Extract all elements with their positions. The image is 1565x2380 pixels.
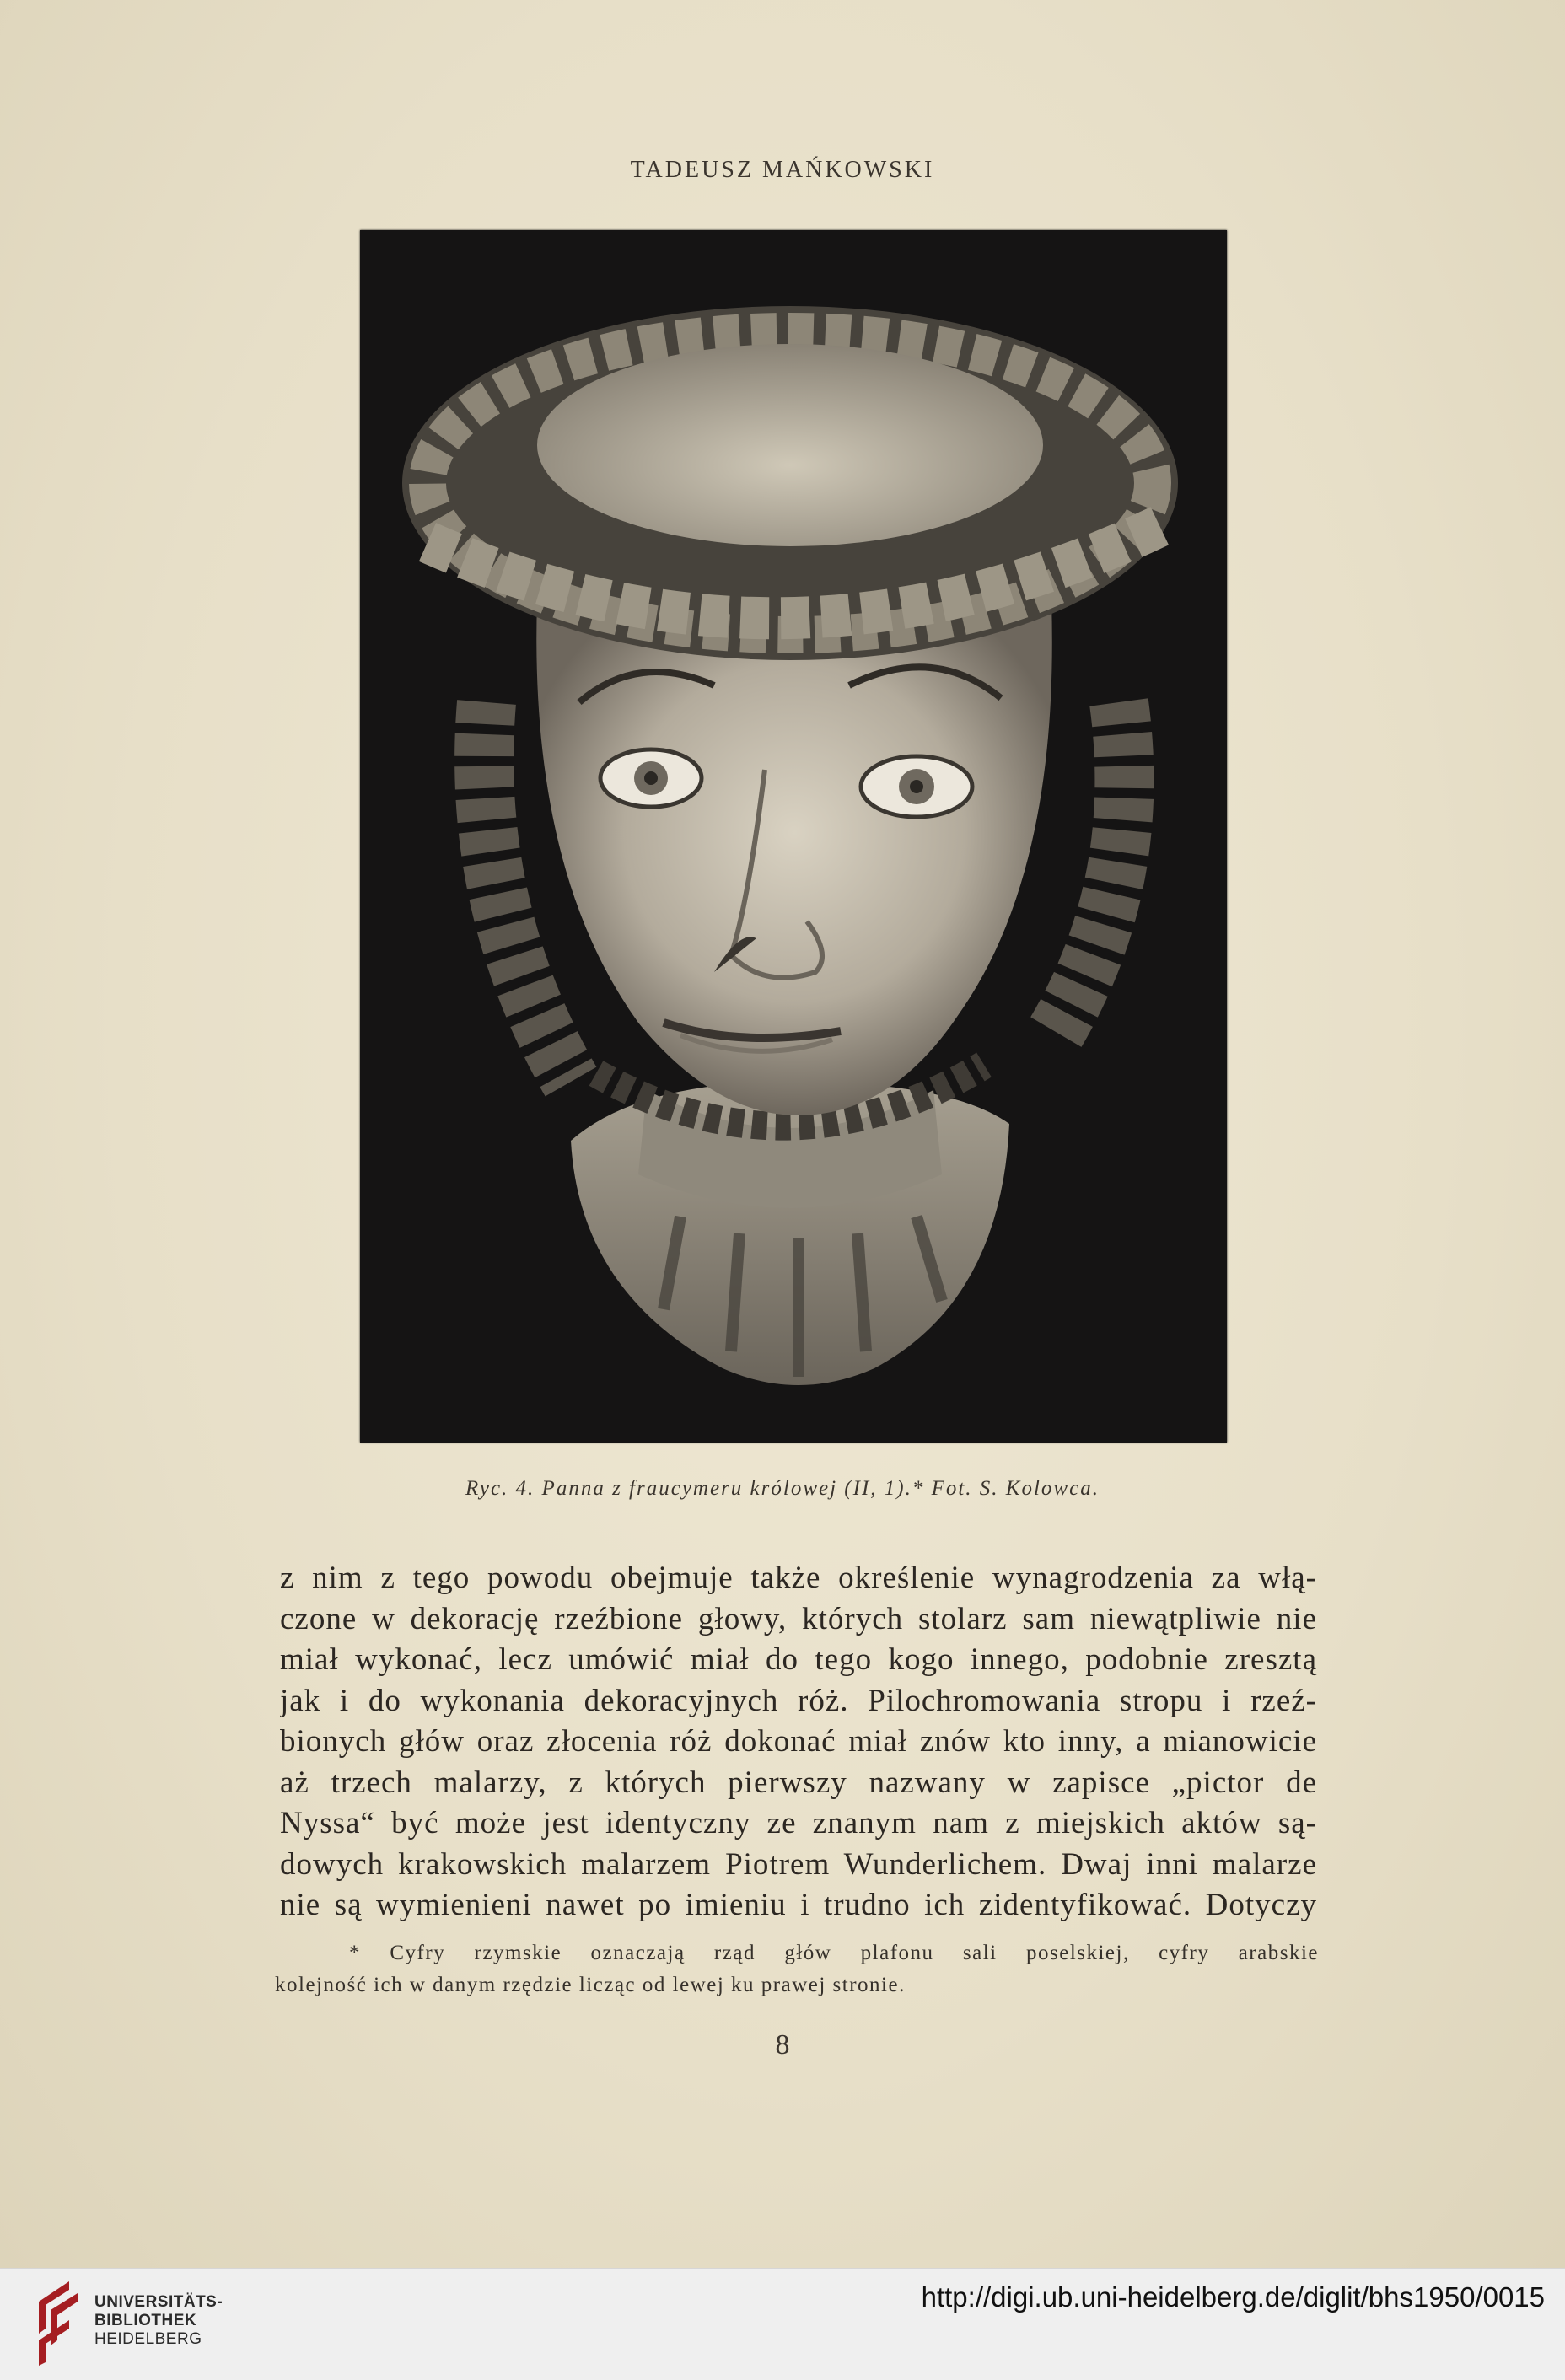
library-name <box>94 2293 223 2349</box>
body-line: Nyssa“ być może jest identyczny ze znanym nam z miejskich aktów są- <box>280 1806 1317 1840</box>
page-number: 8 <box>775 2029 790 2060</box>
body-line: miał wykonać, lecz umówić miał do tego kogo innego, podobnie zresztą <box>280 1642 1317 1677</box>
body-line: nie są wymienieni nawet po imieniu i trudno ich zidentyfikować. Dotyczy <box>280 1888 1317 1922</box>
body-line: czone w dekorację rzeźbione głowy, których stolarz sam niewątpliwie nie <box>280 1601 1317 1636</box>
library-name-line: UNIVERSITÄTS- <box>94 2293 223 2311</box>
sculpture-photograph <box>360 230 1227 1443</box>
body-line: dowych krakowskich malarzem Piotrem Wunderlichem. Dwaj inni malarze <box>280 1846 1317 1882</box>
body-line: bionych głów oraz złocenia róż dokonać miał znów kto inny, a mianowicie <box>280 1724 1317 1759</box>
body-line: z nim z tego powodu obejmuje także określenie wynagrodzenia za włą- <box>280 1561 1317 1595</box>
permalink-url[interactable]: http://digi.ub.uni-heidelberg.de/diglit/bhs1950/0015 <box>921 2281 1545 2313</box>
figure-caption: Ryc. 4. Panna z fraucymeru królowej (II, 1).* Fot. S. Kolowca. <box>465 1477 1100 1500</box>
ub-heidelberg-logo-icon[interactable] <box>34 2278 84 2367</box>
body-line: jak i do wykonania dekoracyjnych róż. Pilochromowania stropu i rzeź- <box>280 1683 1317 1718</box>
library-name-line: HEIDELBERG <box>94 2330 202 2348</box>
body-paragraph <box>280 1558 1317 1926</box>
running-head: TADEUSZ MAŃKOWSKI <box>630 157 935 183</box>
body-line: aż trzech malarzy, z których pierwszy nazwany w zapisce „pictor de <box>280 1765 1317 1800</box>
library-name-line: BIBLIOTHEK <box>94 2312 197 2329</box>
footnote-line: * Cyfry rzymskie oznaczają rząd głów plafonu sali poselskiej, cyfry arabskie <box>349 1942 1319 1964</box>
footnote <box>275 1937 1319 2001</box>
footnote-line: kolejność ich w danym rzędzie licząc od lewej ku prawej stronie. <box>275 1974 906 1996</box>
